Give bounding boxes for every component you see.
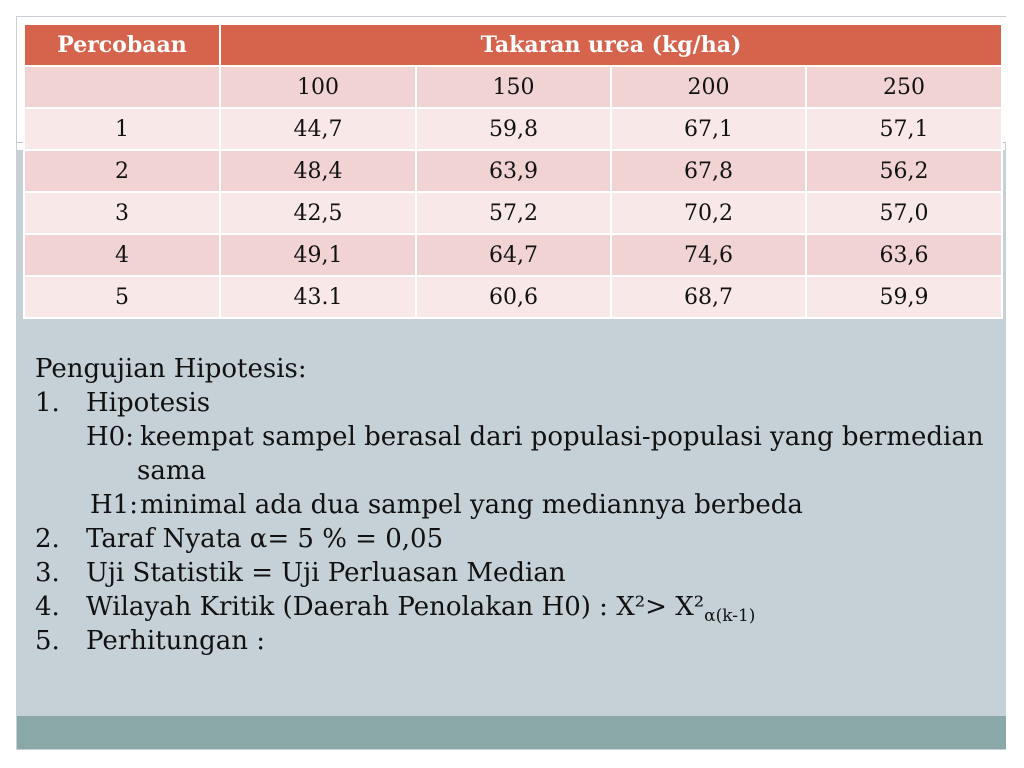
list-text: Hipotesis: [86, 388, 211, 418]
list-number: 1.: [35, 388, 60, 418]
table-cell: 57,1: [806, 108, 1002, 150]
h1-text: minimal ada dua sampel yang mediannya berbeda: [140, 490, 803, 520]
table-cell: 44,7: [220, 108, 416, 150]
table-cell: 63,9: [416, 150, 611, 192]
table-cell: 56,2: [806, 150, 1002, 192]
table-cell: 67,8: [611, 150, 806, 192]
table-cell: 3: [24, 192, 220, 234]
table-row: [24, 234, 1002, 276]
table-cell: 60,6: [416, 276, 611, 318]
list-number: 4.: [35, 592, 60, 622]
list-text: Perhitungan :: [86, 626, 266, 656]
h0-label: H0:: [86, 422, 134, 452]
dose-row: [24, 66, 1002, 108]
table-row: [24, 276, 1002, 318]
table-cell: 63,6: [806, 234, 1002, 276]
table-cell: 2: [24, 150, 220, 192]
list-item: [35, 590, 995, 624]
dose-cell: 150: [416, 66, 611, 108]
list-item: [35, 522, 995, 556]
table-cell: 42,5: [220, 192, 416, 234]
list-text: Taraf Nyata α= 5 % = 0,05: [86, 524, 444, 554]
list-number: 2.: [35, 524, 60, 554]
table-cell: 74,6: [611, 234, 806, 276]
h1-line: [35, 488, 995, 522]
table-cell: 49,1: [220, 234, 416, 276]
list-number: 5.: [35, 626, 60, 656]
table-row: [24, 192, 1002, 234]
table-cell: 70,2: [611, 192, 806, 234]
list-item: [35, 556, 995, 590]
table-cell: 67,1: [611, 108, 806, 150]
table-header-row: [24, 24, 1002, 66]
h0-text: keempat sampel berasal dari populasi-populasi yang bermedian: [140, 422, 984, 452]
dose-cell: 100: [220, 66, 416, 108]
list-item: [35, 624, 995, 658]
table-cell: 57,0: [806, 192, 1002, 234]
header-percobaan: Percobaan: [24, 24, 220, 66]
table-row: [24, 108, 1002, 150]
section-heading: [35, 352, 995, 386]
table-cell: 57,2: [416, 192, 611, 234]
header-takaran-urea: Takaran urea (kg/ha): [220, 24, 1002, 66]
dose-cell: 200: [611, 66, 806, 108]
data-table: [23, 23, 1003, 319]
dose-cell: 250: [806, 66, 1002, 108]
list-number: 3.: [35, 558, 60, 588]
table-cell: 59,9: [806, 276, 1002, 318]
table-cell: 48,4: [220, 150, 416, 192]
table-row: [24, 150, 1002, 192]
critical-region-subscript: α(k-1): [704, 606, 756, 626]
list-item: [35, 386, 995, 420]
h1-label: H1:: [90, 490, 138, 520]
dose-cell: [24, 66, 220, 108]
h0-continuation: [35, 454, 995, 488]
h0-line: [35, 420, 995, 454]
table-cell: 68,7: [611, 276, 806, 318]
list-text: Uji Statistik = Uji Perluasan Median: [86, 558, 566, 588]
table-cell: 43.1: [220, 276, 416, 318]
critical-region-text: Wilayah Kritik (Daerah Penolakan H0) : X²> X²: [86, 592, 705, 622]
table-cell: 4: [24, 234, 220, 276]
table-cell: 64,7: [416, 234, 611, 276]
table-cell: 1: [24, 108, 220, 150]
footer-bar: [17, 716, 1006, 749]
table-cell: 5: [24, 276, 220, 318]
table-cell: 59,8: [416, 108, 611, 150]
hypothesis-section: [35, 352, 995, 658]
h0-cont-text: sama: [137, 456, 206, 486]
heading-text: Pengujian Hipotesis:: [35, 354, 307, 384]
